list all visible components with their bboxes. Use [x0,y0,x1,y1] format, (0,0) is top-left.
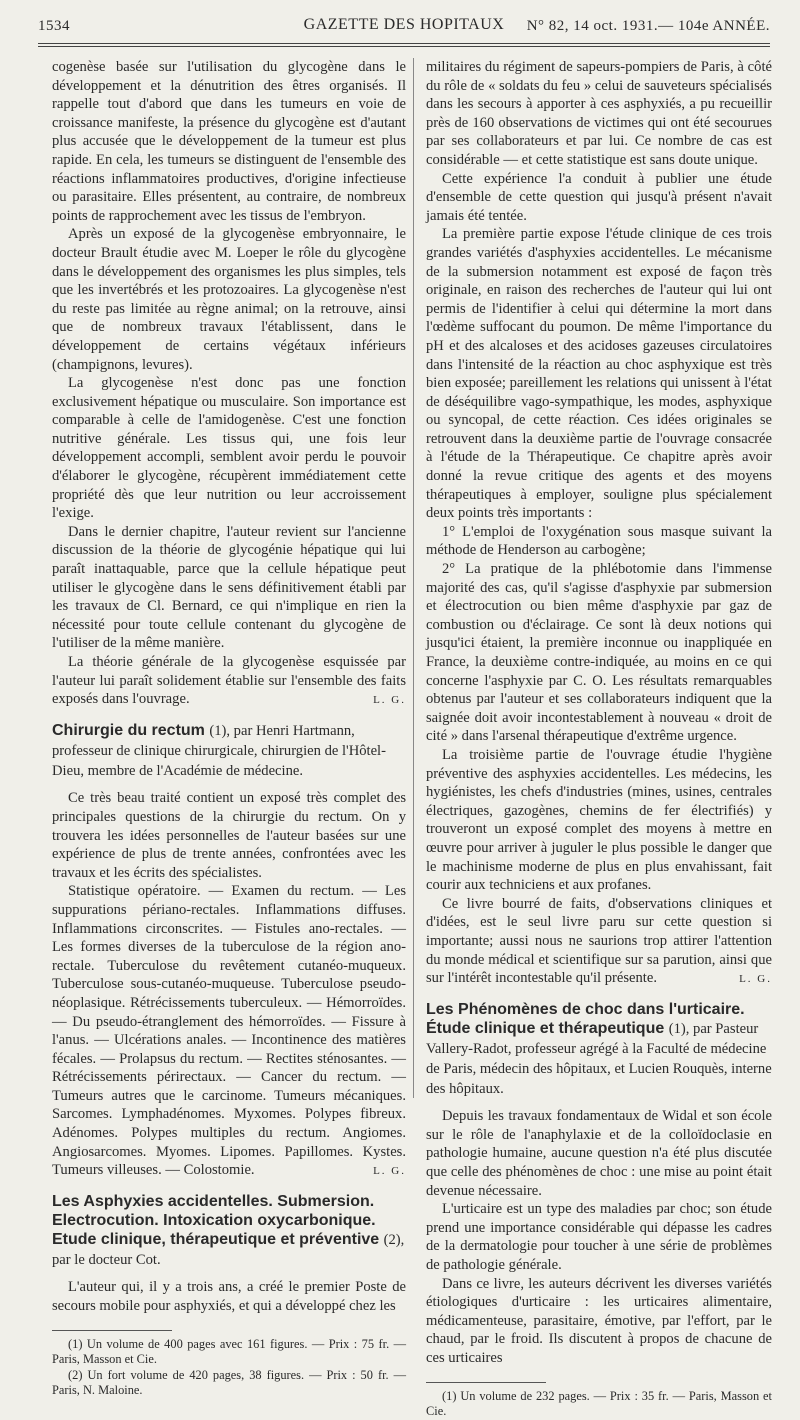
section-title-text: Les Phénomènes de choc dans l'urticaire. Étude clinique et thérapeutique [426,1001,745,1038]
signature: L. G. [373,1164,406,1177]
paragraph: La glycogenèse n'est donc pas une fonction exclusivement hépatique ou musculaire. Son importance est comparable à celle de l'amidogenèse. C'est une fonction nutritive générale. Les tissus qui, une fois leur développement accompli, semblent avoir perdu le pouvoir d'élaborer le glycogène, récupèrent immédiatement cette propriété dès que leur nutrition ou leur accroissement l'exige. [52,375,406,522]
left-column [52,58,406,1399]
section-title-text: Chirurgie du rectum [52,722,205,740]
issue-info: N° 82, 14 oct. 1931.— 104e ANNÉE. [526,18,770,34]
paragraph: Statistique opératoire. — Examen du rectum. — Les suppurations périano-rectales. Inflammations diffuses. Inflammations circonscrites. — Fistules ano-rectales. — Les formes diverses de la tuberculose de la région ano-rectale. Tuberculose du revêtement cutanéo-muqueux. Tuberculose sous-cutanéo-muqueuse. Tuberculose pseudo-néoplasique. Rétrécissements tuberculeux. — Hémorroïdes. — Du pseudo-étranglement des hémorroïdes. — Fissure à l'anus. — Ulcérations anales. — Incontinence des matières fécales. — Prolapsus du rectum. — Rectites sténosantes. — Rétrécissements périrectaux. — Cancer du rectum. — Tumeurs autres que le carcinome. Tumeurs mécaniques. Sarcomes. Lymphadénomes. Myxomes. Polypes fibreux. Adénomes. Polypes multiples du rectum. Angiomes. Angiosarcomes. Myomes. Lipomes. Papillomes. Kystes. Tumeurs villeuses. — Colostomie. [52,883,406,1179]
paragraph: L'auteur qui, il y a trois ans, a créé le premier Poste de secours mobile pour asphyxiés, et qui a développé chez les [52,1279,406,1315]
paragraph: 2° La pratique de la phlébotomie dans l'immense majorité des cas, qu'il s'agisse d'asphyxie par submersion et électrocution ou bien même d'asphyxie par gaz de combustion ou d'éclairage. Ce sont là deux notions qui jusqu'ici étaient, la première inconnue ou inappliquée en France, la deuxième contre-indiquée, au moins en ce qui concerne l'asphyxie par C. O. Les résultats remarquables obtenus par l'auteur et ses collaborateurs indiquent que la saignée doit avoir incontestablement à nouveau « droit de cité » dans l'arsenal thérapeutique d'extrême urgence. [426,561,772,745]
page-number: 1534 [38,18,70,34]
journal-title: GAZETTE DES HOPITAUX [303,16,505,33]
paragraph: La troisième partie de l'ouvrage étudie l'hygiène préventive des asphyxies accidentelles. Les médecins, les hygiénistes, les chefs d'industries (mines, usines, centrales électriques, gazogènes, chemins de fer électrifiés) y trouveront un exposé complet des moyens à mettre en œuvre pour arriver à juguler le plus possible le danger que le machinisme moderne de plus en plus envahissant, fait courir aux techniciens et aux profanes. [426,746,772,894]
paragraph: L'urticaire est un type des maladies par choc; son étude prend une importance considérable qui dépasse les cadres de la dermatologie pour toucher à une série de problèmes de pathologie générale. [426,1201,772,1274]
paragraph: La première partie expose l'étude clinique de ces trois grandes variétés d'asphyxies accidentelles. Le mécanisme de la submersion notamment est exposé de façon très originale, en raison des recherches de l'auteur qui lui ont permis de l'identifier à celui qui détermine la mort dans l'œdème suffocant du poumon. De même l'importance du pH et des alcaloses et des acidoses gazeuses circulatoires dans l'intensité de la réaction au choc asphyxique est très bien exposée; pareillement les relations qui unissent à l'état de déséquilibre vago-sympathique, les modes, asphyxique ou syncopal, de cette réaction. Ces idées originales se retrouvent dans la deuxième partie de l'ouvrage consacrée à l'étude de la Thérapeutique. Ce chapitre après avoir donné la revue critique des agents et des moyens thérapeutiques à employer, souligne plus spécialement deux points très importants : [426,226,772,522]
paragraph: Dans le dernier chapitre, l'auteur revient sur l'ancienne discussion de la théorie de glycogénie hépatique qui lui paraît inattaquable, parce que la cellule hépatique peut utiliser le glycogène dans le sens définitivement établi par les travaux de Cl. Bernard, ce qui n'implique en rien la nécessité pour toute cellule contenant du glycogène de l'utiliser de la même manière. [52,523,406,652]
paragraph: Après un exposé de la glycogenèse embryonnaire, le docteur Brault étudie avec M. Loeper le rôle du glycogène dans le développement des organismes les plus simples, tels que les invertébrés et les protozoaires. La glycogenèse n'est du reste pas limitée au règne animal; on la retrouve, ainsi que de nombreux travaux l'établissent, dans le développement de certains végétaux inférieurs (champignons, levures). [52,226,406,373]
footnote-rule [426,1382,546,1383]
paragraph: Ce livre bourré de faits, d'observations cliniques et d'idées, est le seul livre paru sur cette question si importante; aussi nous ne saurions trop attirer l'attention du monde médical et scientifique sur sa parution, ainsi que sur l'intérêt incontestable qu'il présente. [426,895,772,987]
footnote-rule [52,1330,172,1331]
section-title-text: Les Asphyxies accidentelles. Submersion. Electrocution. Intoxication oxycarbonique. Etude clinique, thérapeutique et préventive [52,1193,380,1249]
section-byline: (1), par Henri Hartmann, professeur de clinique chirurgicale, chirurgien de l'Hôtel-Dieu, membre de l'Académie de médecine. [52,723,386,780]
footnote: (2) Un fort volume de 420 pages, 38 figures. — Prix : 50 fr. — Paris, N. Maloine. [52,1367,406,1398]
paragraph: La théorie générale de la glycogenèse esquissée par l'auteur lui paraît solidement établie sur l'ensemble des faits exposés dans l'ouvrage. [52,654,406,708]
header-rule-double [38,46,770,47]
footnote: (1) Un volume de 400 pages avec 161 figures. — Prix : 75 fr. — Paris, Masson et Cie. [52,1336,406,1367]
paragraph: Ce très beau traité contient un exposé très complet des principales questions de la chirurgie du rectum. On y trouvera les idées personnelles de l'auteur basées sur une expérience de plus de trente années, confrontées avec les travaux et les écrits des spécialistes. [52,790,406,881]
paragraph: Depuis les travaux fondamentaux de Widal et son école sur le rôle de l'anaphylaxie et de la colloïdoclasie en pathologie humaine, aucune question n'a été plus discutée que celle des phénomènes de choc : une mise au point était devenue nécessaire. [426,1108,772,1199]
running-header [38,14,770,36]
paragraph: Cette expérience l'a conduit à publier une étude d'ensemble de cette question qui jusqu'à présent n'avait jamais été tentée. [426,170,772,224]
signature: L. G. [373,693,406,706]
paragraph: 1° L'emploi de l'oxygénation sous masque suivant la méthode de Henderson au carbogène; [426,523,772,559]
section-title-urticaire [426,1000,772,1099]
signature: L. G. [739,972,772,985]
paragraph: militaires du régiment de sapeurs-pompiers de Paris, à côté du rôle de « soldats du feu » celui de sauveteurs spécialisés dans les secours à apporter à ces asphyxiés, a pu recueillir près de 160 observations de victimes qui ont été secourues par ses collaborateurs et par lui. Ce nombre de cas est considérable — et cette statistique est sans doute unique. [426,59,772,168]
paragraph: Dans ce livre, les auteurs décrivent les diverses variétés étiologiques d'urticaire : les urticaires alimentaire, médicamenteuse, parasitaire, émotive, par l'effort, par le chaud, par le froid. Ils discutent à propos de chacune de ces urticaires [426,1275,772,1366]
section-byline: (1), par Pasteur Vallery-Radot, professeur agrégé à la Faculté de médecine de Paris, médecin des hôpitaux, et Lucien Rouquès, interne des hôpitaux. [426,1021,772,1098]
right-column [426,58,772,1420]
section-title-asphyxies [52,1192,406,1270]
section-title-rectum [52,721,406,781]
column-divider [413,58,414,1098]
paragraph: cogenèse basée sur l'utilisation du glycogène dans le développement et la dénutrition des êtres organisés. Il rappelle tout d'abord que dans les tumeurs en voie de croissance manifeste, la présence du glycogène est d'autant plus accusée que le développement de la tumeur est plus rapide. En cela, les tumeurs se distinguent de l'ensemble des réactions inflammatoires productives, d'origine infectieuse ou parasitaire. Elles présentent, au contraire, de nombreux points de rapprochement avec les tissus de l'embryon. [52,59,406,224]
section-byline: (2), par le docteur Cot. [52,1232,405,1269]
header-rule [38,43,770,44]
footnote: (1) Un volume de 232 pages. — Prix : 35 fr. — Paris, Masson et Cie. [426,1388,772,1419]
